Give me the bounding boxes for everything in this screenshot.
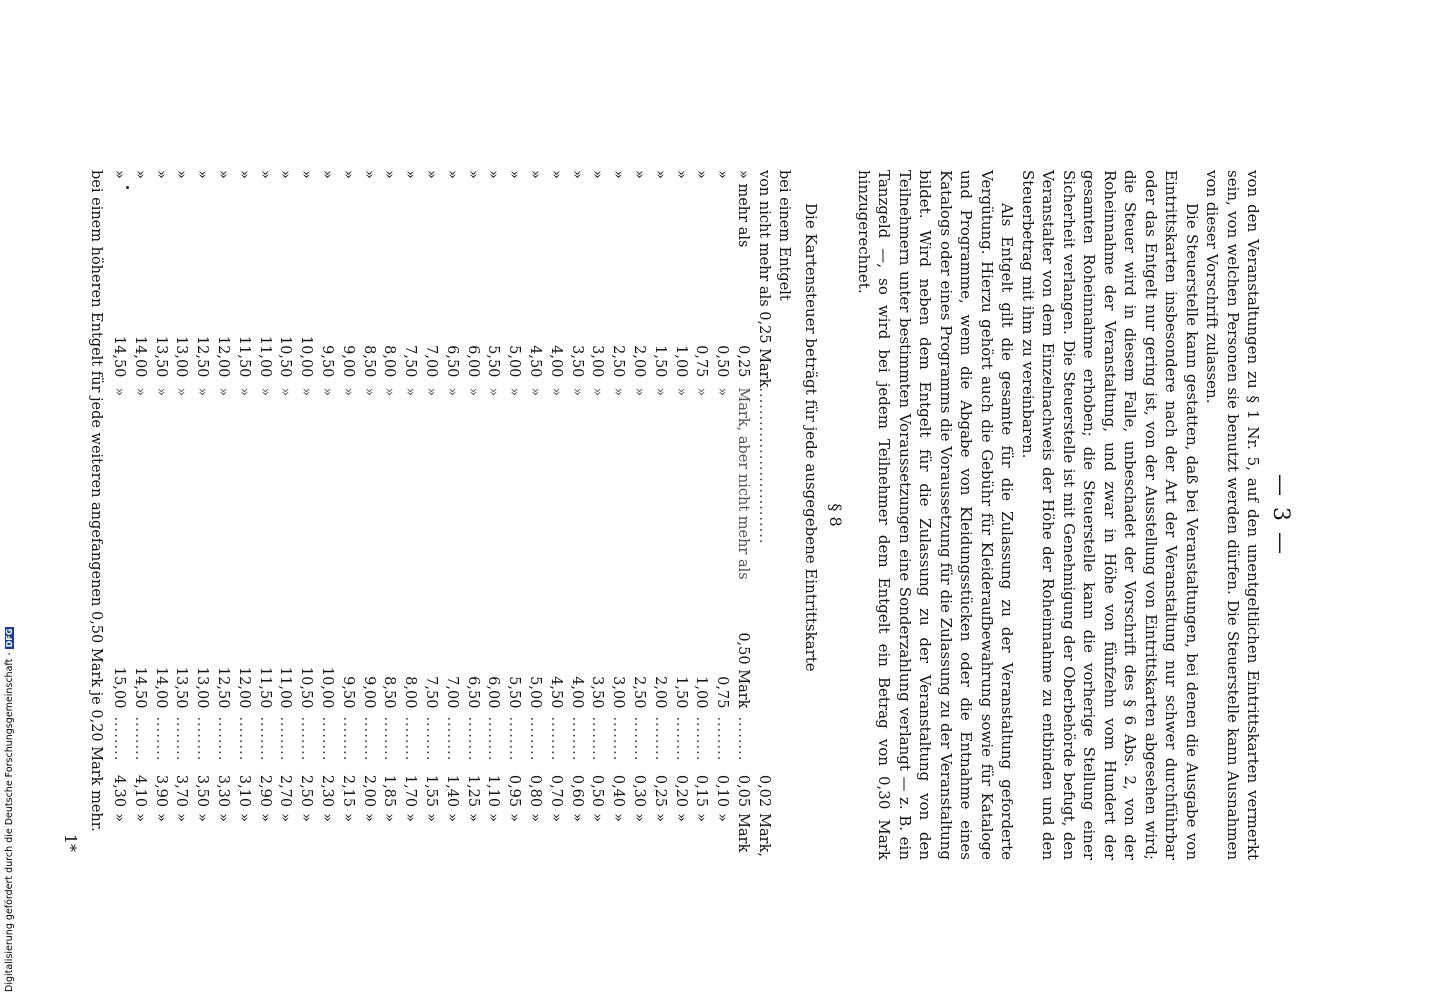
table-row [607,170,628,860]
row-prefix: » [402,170,419,179]
upper-bound: 5,50 [506,676,523,709]
row-connector: » [568,387,585,397]
table-row [503,170,524,860]
lower-bound: 10,00 [298,335,315,378]
row-connector: » [339,387,356,397]
tax-value: 0,60 [568,774,585,808]
tax-unit: » [526,813,543,823]
row-prefix: » [464,170,481,179]
lower-bound: 1,00 [672,345,689,378]
row-connector: » [256,387,273,397]
row-connector: » [714,387,731,397]
table-row [233,170,254,860]
row-prefix: » [194,170,211,179]
tax-value: 0,50 [589,774,606,808]
tax-unit: Mark, [755,813,772,857]
lower-bound: 7,00 [422,345,439,378]
row-connector: Mark, aber nicht mehr als [734,387,751,580]
leader-dots: ........ [464,716,481,762]
tax-value: 1,85 [381,774,398,808]
leader-dots: ........ [630,716,647,762]
lower-bound: 3,50 [568,345,585,378]
lower-bound: 6,00 [464,345,481,378]
row-prefix: » [651,170,668,179]
lower-bound: 10,50 [277,335,294,378]
upper-bound: 8,00 [402,676,419,709]
tax-unit: » [422,813,439,823]
section-heading: § 8 [826,503,846,527]
row-prefix: » mehr als [734,170,751,248]
lower-bound: 7,50 [402,345,419,378]
lower-bound: 2,00 [630,345,647,378]
leader-dots: ........ [693,716,710,762]
tax-value: 0,25 [651,774,668,808]
row-prefix: » [235,170,252,179]
tax-value: 2,00 [360,774,377,808]
tax-unit: » [506,813,523,823]
row-prefix: » [568,170,585,179]
row-prefix: » [214,170,231,179]
signature-mark: 1* [60,833,80,852]
tax-value: 0,40 [610,774,627,808]
tax-table [108,170,794,860]
dfg-logo: DFG [5,628,14,648]
tax-value: 2,70 [277,774,294,808]
tax-value: 0,02 [755,774,772,808]
leader-dots: ........ [402,716,419,762]
upper-bound: 6,50 [464,676,481,709]
leader-dots: ........ [422,716,439,762]
row-connector: » [485,387,502,397]
tax-unit: » [610,813,627,823]
leader-dots: ........ [152,716,169,762]
tax-value: 3,30 [214,774,231,808]
upper-bound: 4,00 [568,676,585,709]
upper-bound: 10,50 [298,666,315,709]
tax-unit: » [298,813,315,823]
row-prefix: von nicht mehr als 0,25 Mark [755,170,772,388]
leader-dots: ........ [318,716,335,762]
leader-dots: ........ [235,716,252,762]
row-connector: » [610,387,627,397]
row-connector: » [235,387,252,397]
lower-bound: 5,50 [485,345,502,378]
row-prefix: » [714,170,731,179]
upper-bound: 3,50 [589,676,606,709]
row-connector: » [672,387,689,397]
tax-unit: » [256,813,273,823]
leader-dots: ........ [589,716,606,762]
leader-dots: ........ [214,716,231,762]
table-row [753,170,774,860]
table-row [212,170,233,860]
table-row [691,170,712,860]
table-row [379,170,400,860]
lower-bound: 0,75 [693,345,710,378]
lower-bound: 12,00 [214,335,231,378]
row-connector: » [589,387,606,397]
row-prefix: » [131,170,148,179]
lower-bound: 11,50 [235,335,252,378]
row-connector: » [402,387,419,397]
tax-unit: » [173,813,190,823]
lower-bound: 9,00 [339,345,356,378]
table-row [732,170,753,860]
row-prefix: » [526,170,543,179]
lower-bound: 14,00 [131,335,148,378]
table-row [670,170,691,860]
row-prefix: » [693,170,710,179]
lower-bound: 13,50 [152,335,169,378]
tax-value: 0,15 [693,774,710,808]
leader-dots: ........ [485,716,502,762]
tax-unit: » [131,813,148,823]
row-connector: » [464,387,481,397]
upper-bound: 9,00 [360,676,377,709]
upper-bound: 14,50 [131,666,148,709]
leader-dots: ........ [381,716,398,762]
leader-dots: ........ [651,716,668,762]
row-connector: » [360,387,377,397]
row-connector: » [443,387,460,397]
paragraph-3: Als Entgelt gilt die gesamte für die Zulassung zu der Veranstaltung geforderte Vergütung. Hierzu gehört auch die Gebühr für Kleideraufbewahrung sowie für Kataloge und Programme, wenn die Abgabe von Kleidungsstücken oder die Entnahme eines Katalogs oder eines Programms die Voraussetzung für die Zulassung zu der Veranstaltung bildet. Wird neben dem Entgelt für die Zulassung zu der Veranstaltung von den Teilnehmern unter bestimmten Voraussetzungen eine Sonderzahlung verlangt — z. B. ein Tanzgeld —, so wird bei jedem Teilnehmer dem Entgelt ein Betrag von 0,30 Mark hinzugerechnet. [855,170,1017,860]
table-row [628,170,649,860]
tax-unit: » [589,813,606,823]
upper-bound: 0,50 Mark [734,632,751,709]
leader-dots: ........ [568,716,585,762]
tax-value: 1,70 [402,774,419,808]
tax-unit: » [111,813,127,823]
tax-value: 3,50 [194,774,211,808]
table-row [150,170,171,860]
row-connector: » [298,387,315,397]
tax-unit: » [402,813,419,823]
tax-value: 3,90 [152,774,169,808]
table-row [295,170,316,860]
lower-bound: 11,00 [256,335,273,378]
tax-value: 1,40 [443,774,460,808]
table-row [774,170,795,860]
leader-dots: ........ [672,716,689,762]
lower-bound: 4,00 [547,345,564,378]
leader-dots: ........ [173,716,190,762]
row-prefix: » [547,170,564,179]
table-row [545,170,566,860]
leader-dots: ........ [443,716,460,762]
tax-value: 0,05 [734,774,751,808]
tax-unit: » [693,813,710,823]
lower-bound: 5,00 [506,345,523,378]
leader-dots: ........ [256,716,273,762]
tax-unit: » [714,813,731,823]
table-row [483,170,504,860]
row-prefix: » [339,170,356,179]
leader-dots: ........ [734,716,751,762]
upper-bound: 13,00 [194,666,211,709]
tax-unit: Mark [734,813,751,853]
lower-bound: 4,50 [526,345,543,378]
tax-value: 1,10 [485,774,502,808]
tax-unit: » [235,813,252,823]
row-connector: » [194,387,211,397]
row-prefix: » [256,170,273,179]
lower-bound: 1,50 [651,345,668,378]
document-page [60,170,1293,860]
tax-unit: » [568,813,585,823]
paragraph-1: von den Veranstaltungen zu § 1 Nr. 5, auf den unentgeltlichen Eintrittskarten vermerkt sein, von welchen Personen sie benutzt werden dürfen. Die Steuerstelle kann Ausnahmen von dieser Vorschrift zulassen. [1203,170,1263,860]
tax-value: 0,70 [547,774,564,808]
table-row [191,170,212,860]
row-connector: » [214,387,231,397]
tax-unit: » [630,813,647,823]
row-connector: » [173,387,190,397]
row-prefix: » [589,170,606,179]
leader-dots: ........ [339,716,356,762]
table-row [337,170,358,860]
table-row [399,170,420,860]
row-connector: » [152,387,169,397]
tax-unit: » [360,813,377,823]
tax-value: 0,95 [506,774,523,808]
table-row [129,170,150,860]
row-connector: » [651,387,668,397]
row-prefix: » [630,170,647,179]
tax-unit: » [547,813,564,823]
leader-dots: ........ [547,716,564,762]
tax-unit: » [672,813,689,823]
row-connector: » [111,387,127,397]
row-prefix: » [422,170,439,179]
table-row [358,170,379,860]
upper-bound: 9,50 [339,676,356,709]
tax-value: 3,70 [173,774,190,808]
tax-value: 0,10 [714,774,731,808]
lower-bound: 14,50 [111,335,127,378]
tax-value: 0,20 [672,774,689,808]
credit-text: Digitalisierung gefördert durch die Deutsche Forschungsgemeinschaft - [4,652,15,992]
row-prefix: » [443,170,460,179]
row-connector: » [693,387,710,397]
lower-bound: 8,00 [381,345,398,378]
row-connector: » [506,387,523,397]
row-prefix: » [610,170,627,179]
print-speck [126,186,129,189]
lower-bound: 3,00 [589,345,606,378]
upper-bound: 14,00 [152,666,169,709]
upper-bound: 7,00 [443,676,460,709]
tax-value: 4,10 [131,774,148,808]
tax-value: 1,25 [464,774,481,808]
table-lead-text: bei einem Entgelt [776,170,793,301]
upper-bound: 5,00 [526,676,543,709]
tax-value: 2,50 [298,774,315,808]
row-connector: » [526,387,543,397]
tax-footer: bei einem höheren Entgelt für jede weiteren angefangenen 0,50 Mark je 0,20 Mark mehr. [88,170,105,832]
tax-value: 1,55 [422,774,439,808]
upper-bound: 13,50 [173,666,190,709]
table-row [441,170,462,860]
tax-unit: » [464,813,481,823]
row-prefix: » [485,170,502,179]
tax-unit: » [651,813,668,823]
lower-bound: 13,00 [173,335,190,378]
row-prefix: » [381,170,398,179]
table-row [108,170,129,860]
leader-dots: ........ [298,716,315,762]
row-connector: » [422,387,439,397]
tax-unit: » [443,813,460,823]
upper-bound: 8,50 [381,676,398,709]
tax-unit: » [152,813,169,823]
leader-dots: ........ [194,716,211,762]
tax-value: 4,30 [111,774,127,808]
tax-value: 2,90 [256,774,273,808]
table-row [587,170,608,860]
upper-bound: 0,75 [714,676,731,709]
lower-bound: 0,25 [734,345,751,378]
leader-dots: ........ [610,716,627,762]
tax-value: 3,10 [235,774,252,808]
table-row [254,170,275,860]
tax-unit: » [194,813,211,823]
row-prefix: » [360,170,377,179]
leader-dots: ............................ [755,387,772,545]
table-row [171,170,192,860]
tax-value: 0,30 [630,774,647,808]
upper-bound: 15,00 [111,666,127,709]
upper-bound: 12,00 [235,666,252,709]
tax-value: 2,15 [339,774,356,808]
lower-bound: 8,50 [360,345,377,378]
upper-bound: 1,00 [693,676,710,709]
upper-bound: 4,50 [547,676,564,709]
row-prefix: » [277,170,294,179]
row-connector: » [131,387,148,397]
tax-unit: » [381,813,398,823]
upper-bound: 10,00 [318,666,335,709]
tax-unit: » [485,813,502,823]
upper-bound: 3,00 [610,676,627,709]
row-prefix: » [506,170,523,179]
upper-bound: 1,50 [672,676,689,709]
row-prefix: » [672,170,689,179]
leader-dots: ........ [360,716,377,762]
table-row [420,170,441,860]
tax-value: 2,30 [318,774,335,808]
row-prefix: » [318,170,335,179]
row-prefix: » [298,170,315,179]
upper-bound: 7,50 [422,676,439,709]
table-row [275,170,296,860]
leader-dots: ........ [111,716,127,762]
lower-bound: 2,50 [610,345,627,378]
upper-bound: 11,50 [256,666,273,709]
table-row [316,170,337,860]
digitization-credit [4,627,15,992]
tax-unit: » [277,813,294,823]
row-connector: » [318,387,335,397]
row-prefix: » [173,170,190,179]
upper-bound: 6,00 [485,676,502,709]
upper-bound: 2,50 [630,676,647,709]
tax-unit: » [339,813,356,823]
leader-dots: ........ [506,716,523,762]
tax-unit: » [318,813,335,823]
upper-bound: 2,00 [651,676,668,709]
lower-bound: 12,50 [194,335,211,378]
row-prefix: » [111,170,127,179]
paragraph-2: Die Steuerstelle kann gestatten, daß bei Veranstaltungen, bei denen die Ausgabe von Eintrittskarten insbesondere nach der Art der Veranstaltung nur schwer durchführbar oder das Entgelt nur gering ist, von der Ausstellung von Eintrittskarten abgesehen wird; die Steuer wird in diesem Falle, unbeschadet der Vorschrift des § 6 Abs. 2, von der Roheinnahme der Veranstaltung, und zwar in Höhe von fünfzehn vom Hundert der gesamten Roheinnahme erhoben; die Steuerstelle kann die vorherige Stellung einer Sicherheit verlangen. Die Steuerstelle ist mit Genehmigung der Oberbehörde befugt, den Veranstalter von dem Einzelnachweis der Höhe der Roheinnahme zu entbinden und den Steuerbetrag mit ihm zu vereinbaren. [1019,170,1201,860]
tax-unit: » [214,813,231,823]
leader-dots: ........ [277,716,294,762]
row-connector: » [547,387,564,397]
lower-bound: 9,50 [318,345,335,378]
tax-value: 0,80 [526,774,543,808]
row-connector: » [630,387,647,397]
lower-bound: 6,50 [443,345,460,378]
upper-bound: 12,50 [214,666,231,709]
table-row [711,170,732,860]
table-row [462,170,483,860]
leader-dots: ........ [526,716,543,762]
leader-dots: ........ [131,716,148,762]
table-row [524,170,545,860]
table-row [649,170,670,860]
upper-bound: 11,00 [277,666,294,709]
page-number: — 3 — [1268,474,1293,556]
leader-dots: ........ [714,716,731,762]
row-connector: » [277,387,294,397]
row-prefix: » [152,170,169,179]
table-row [566,170,587,860]
row-connector: » [381,387,398,397]
lower-bound: 0,50 [714,345,731,378]
tax-intro: Die Kartensteuer beträgt für jede ausgegebene Eintrittskarte [802,203,820,672]
